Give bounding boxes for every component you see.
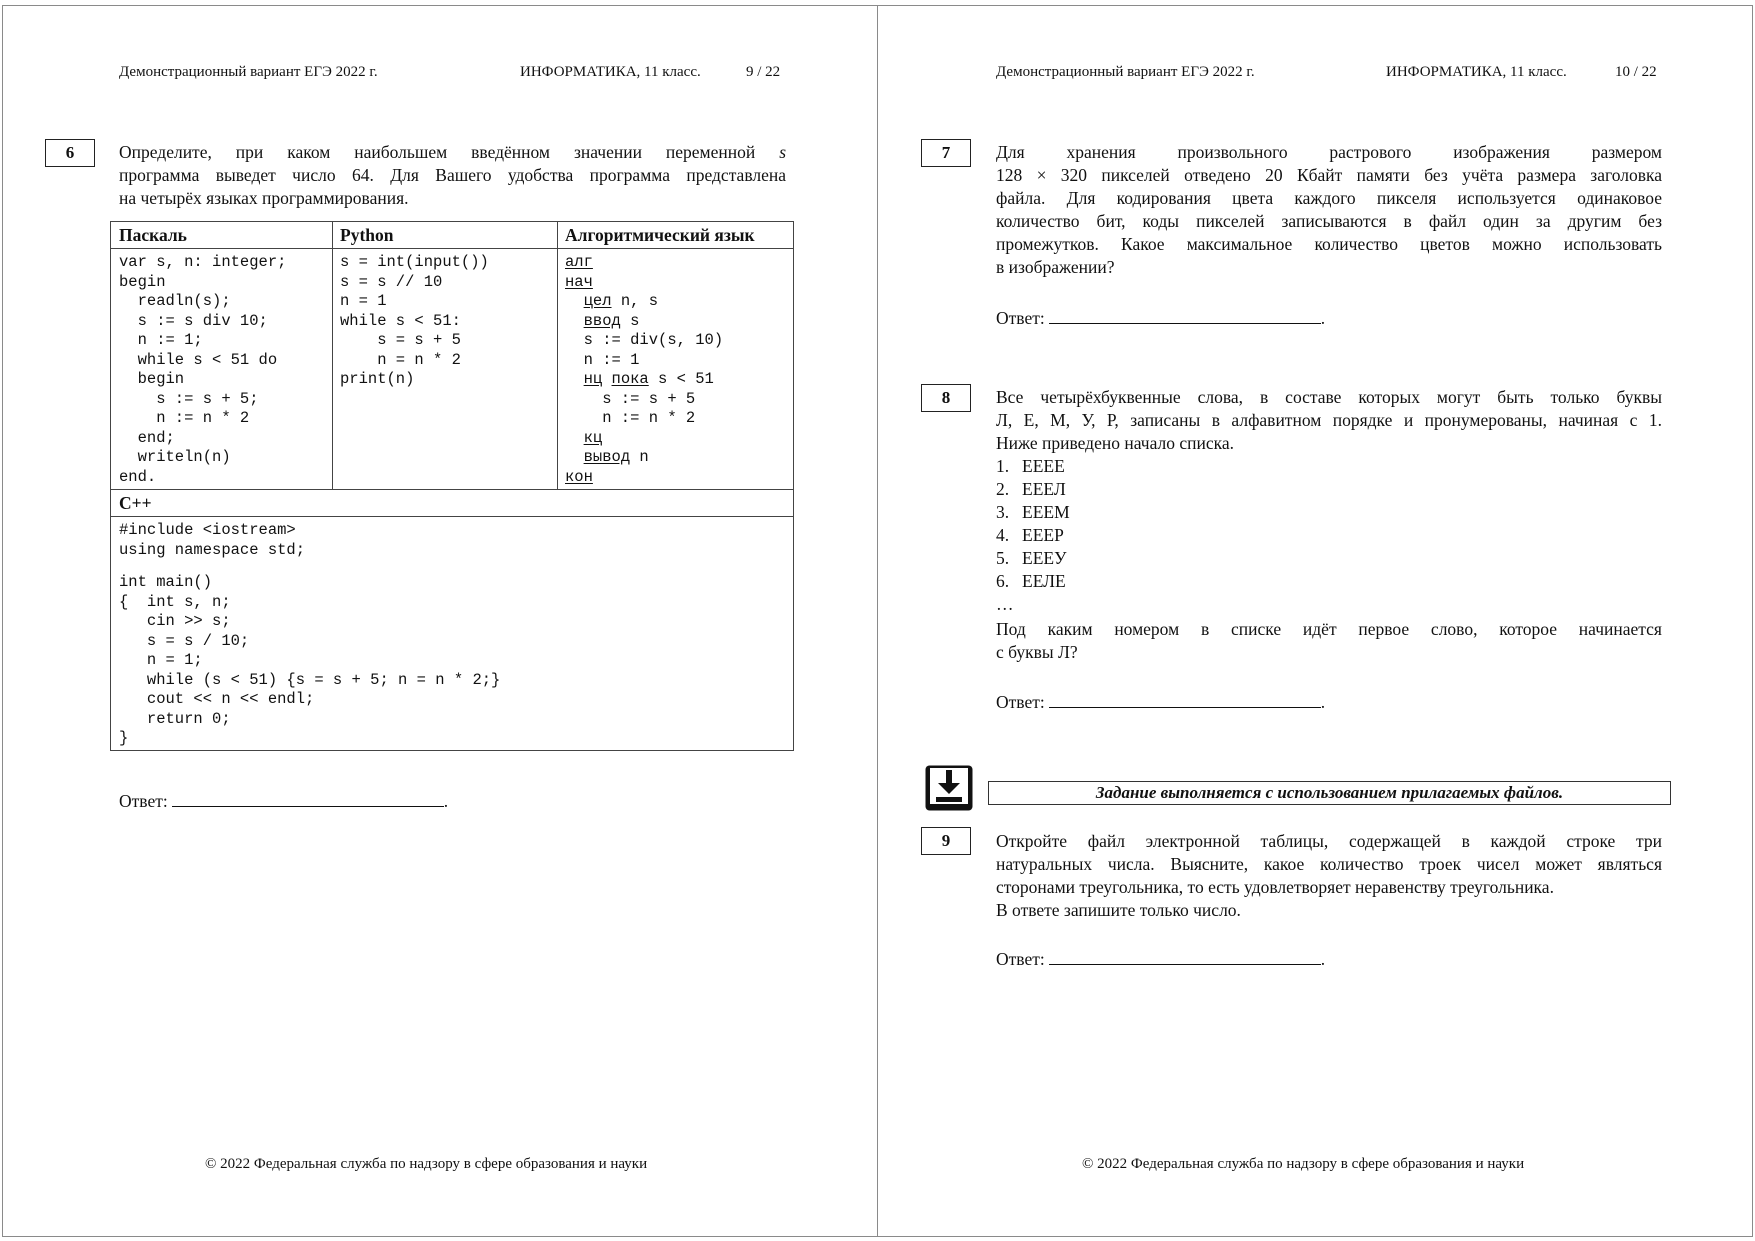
task-8-answer: Ответ: . — [996, 692, 1326, 712]
list-item: 6. ЕЕЛЕ — [996, 571, 1066, 591]
task-9-answer: Ответ: . — [996, 949, 1326, 969]
code-python: s = int(input()) s = s // 10 n = 1 while s < 51: s = s + 5 n = n * 2 print(n) — [340, 253, 489, 388]
task-8-text: Все четырёхбуквенные слова, в составе которых могут быть только буквы Л, Е, М, У, Р, записаны в алфавитном порядке и пронумерованы, начиная с 1. Ниже приведено начало списка. — [996, 387, 1662, 453]
code-cpp-includes: #include <iostream> using namespace std; — [119, 521, 306, 559]
header-left-title: Демонстрационный вариант ЕГЭ 2022 г. — [996, 64, 1255, 80]
task-8-number: 8 — [921, 384, 971, 412]
list-ellipsis: … — [996, 594, 1014, 614]
header-subject: ИНФОРМАТИКА, 11 класс. — [1386, 64, 1567, 80]
header-page-number: 9 / 22 — [746, 64, 781, 80]
task-6-answer: Ответ: . — [119, 791, 449, 811]
answer-field[interactable] — [1049, 947, 1321, 965]
answer-field[interactable] — [172, 789, 444, 807]
task-7-text: Для хранения произвольного растрового изображения размером 128 × 320 пикселей отведено 20 Кбайт памяти без учёта размера заголовка файла. Для кодирования цвета каждого пикселя используется одинаковое количество бит, коды пикселей записываются в файл один за другим без промежутков. Какое максимальное количество цветов можно использовать в изображении? — [996, 142, 1662, 277]
code-algo: алг нач цел n, s ввод s s := div(s, 10) n := 1 нц пока s < 51 s := s + 5 n := n * 2 кц вывод n кон — [565, 253, 724, 486]
task-8-question: Под каким номером в списке идёт первое слово, которое начинается с буквы Л? — [996, 619, 1662, 662]
download-file-icon — [924, 764, 974, 812]
footer-left: © 2022 Федеральная служба по надзору в сфере образования и науки — [205, 1156, 648, 1172]
table-header-cpp: C++ — [119, 493, 152, 513]
table-header-python: Python — [340, 225, 394, 245]
task-6-text — [119, 141, 786, 210]
answer-label: Ответ: — [996, 692, 1045, 712]
task-7-number: 7 — [921, 139, 971, 167]
list-item: 2. ЕЕЕЛ — [996, 479, 1066, 499]
answer-label: Ответ: — [119, 791, 168, 811]
task-9-number: 9 — [921, 827, 971, 855]
header-left-title: Демонстрационный вариант ЕГЭ 2022 г. — [119, 64, 378, 80]
task-6-line-1: Определите, при каком наибольшем введённом значении переменной s — [119, 142, 786, 162]
code-cpp-main: int main() { int s, n; cin >> s; s = s / 10; n = 1; while (s < 51) {s = s + 5; n = n * 2;} cout << n << endl; return 0; } — [119, 573, 501, 747]
task-7-answer: Ответ: . — [996, 308, 1326, 328]
task-6-line-2: программа выведет число 64. Для Вашего удобства программа представлена — [119, 165, 786, 185]
files-banner: Задание выполняется с использованием прилагаемых файлов. — [988, 781, 1671, 805]
header-page-number: 10 / 22 — [1615, 64, 1657, 80]
task-9-text: Откройте файл электронной таблицы, содержащей в каждой строке три натуральных числа. Выясните, какое количество троек чисел может являться сторонами треугольника, то есть удовлетворяет неравенству треугольника. В ответе запишите только число. — [996, 831, 1662, 920]
answer-label: Ответ: — [996, 949, 1045, 969]
list-item: 1. ЕЕЕЕ — [996, 456, 1065, 476]
table-header-pascal: Паскаль — [119, 225, 187, 245]
answer-field[interactable] — [1049, 306, 1321, 324]
answer-label: Ответ: — [996, 308, 1045, 328]
answer-field[interactable] — [1049, 690, 1321, 708]
table-header-algo: Алгоритмический язык — [565, 225, 755, 245]
task-6-number: 6 — [45, 139, 95, 167]
task-8-word-list — [996, 455, 1070, 616]
list-item: 3. ЕЕЕМ — [996, 502, 1070, 522]
header-subject: ИНФОРМАТИКА, 11 класс. — [520, 64, 701, 80]
list-item: 5. ЕЕЕУ — [996, 548, 1067, 568]
task-6-line-3: на четырёх языках программирования. — [119, 188, 409, 208]
list-item: 4. ЕЕЕР — [996, 525, 1064, 545]
code-pascal: var s, n: integer; begin readln(s); s := s div 10; n := 1; while s < 51 do begin s := s + 5; n := n * 2 end; writeln(n) end. — [119, 253, 287, 486]
footer-right: © 2022 Федеральная служба по надзору в сфере образования и науки — [1082, 1156, 1525, 1172]
